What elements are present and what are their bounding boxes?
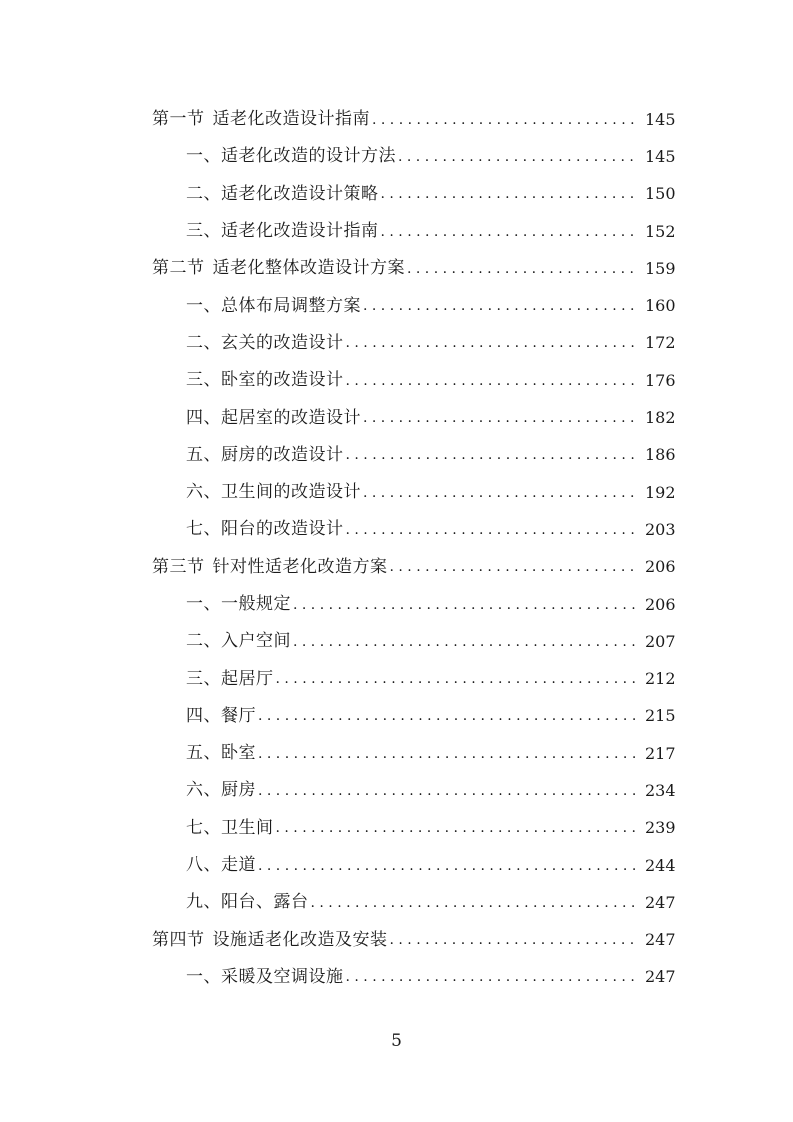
toc-dot-leader [381, 225, 640, 239]
toc-entry-label: 一、 [186, 594, 221, 614]
toc-page-number: 192 [645, 482, 676, 502]
toc-entry-text: 适老化改造设计策略 [221, 183, 379, 204]
toc-dot-leader [398, 150, 639, 164]
toc-entry-title [186, 745, 258, 762]
toc-page-number: 217 [645, 743, 676, 763]
toc-page-number: 145 [645, 146, 676, 166]
toc-page-number: 145 [645, 109, 676, 129]
toc-section-entry[interactable] [0, 549, 793, 586]
toc-dot-leader [258, 859, 639, 873]
toc-entry-title [186, 521, 346, 538]
toc-entry-title [186, 966, 346, 987]
toc-entry-title [152, 556, 390, 577]
toc-entry-text: 入户空间 [221, 631, 291, 652]
toc-entry-title [186, 444, 346, 465]
toc-page-number: 247 [645, 930, 676, 950]
toc-item-entry[interactable] [0, 437, 793, 474]
toc-dot-leader [346, 523, 640, 537]
toc-entry-text: 卧室 [221, 743, 256, 764]
toc-entry-label: 二、 [186, 332, 221, 353]
toc-item-entry[interactable] [0, 399, 793, 436]
toc-item-entry[interactable] [0, 698, 793, 735]
toc-entry-label: 第三节 [152, 556, 205, 577]
toc-item-entry[interactable] [0, 586, 793, 623]
toc-page-number: 206 [645, 557, 676, 577]
toc-entry-title [152, 260, 407, 277]
toc-page-number: 239 [645, 818, 676, 838]
toc-entry-text: 设施适老化改造及安装 [212, 929, 388, 950]
toc-entry-label: 第二节 [152, 258, 205, 279]
toc-dot-leader [293, 635, 639, 649]
toc-dot-leader [258, 784, 639, 798]
toc-section-entry[interactable] [0, 101, 793, 138]
toc-entry-text: 适老化改造的设计方法 [221, 146, 396, 167]
toc-page-number: 176 [645, 370, 676, 390]
table-of-contents [0, 101, 793, 996]
toc-entry-text: 适老化改造设计指南 [221, 221, 379, 242]
toc-entry-label: 九、 [186, 892, 221, 913]
toc-dot-leader [311, 896, 640, 910]
toc-dot-leader [381, 187, 640, 201]
toc-dot-leader [276, 672, 640, 686]
toc-page-number: 247 [645, 967, 676, 987]
toc-entry-text: 起居室的改造设计 [221, 407, 361, 428]
toc-item-entry[interactable] [0, 325, 793, 362]
toc-item-entry[interactable] [0, 847, 793, 884]
toc-entry-text: 起居厅 [221, 668, 274, 689]
toc-entry-text: 卧室的改造设计 [221, 370, 344, 391]
toc-dot-leader [258, 747, 639, 761]
toc-dot-leader [363, 411, 639, 425]
toc-entry-label: 第一节 [152, 109, 205, 130]
toc-entry-label: 第四节 [152, 929, 205, 950]
toc-item-entry[interactable] [0, 474, 793, 511]
toc-item-entry[interactable] [0, 810, 793, 847]
toc-entry-title [186, 484, 363, 501]
toc-entry-label: 一、 [186, 146, 221, 167]
toc-entry-text: 一般规定 [221, 594, 291, 614]
toc-page-number: 212 [645, 669, 676, 689]
toc-entry-title [186, 705, 258, 726]
toc-entry-title [186, 332, 346, 353]
toc-entry-label: 七、 [186, 817, 221, 838]
toc-entry-title [186, 817, 276, 838]
toc-item-entry[interactable] [0, 735, 793, 772]
toc-dot-leader [390, 560, 640, 574]
toc-page-number: 203 [645, 519, 676, 539]
toc-entry-label: 八、 [186, 855, 221, 876]
toc-page-number: 150 [645, 184, 676, 204]
toc-entry-title [152, 929, 390, 950]
toc-entry-label: 四、 [186, 705, 221, 726]
toc-item-entry[interactable] [0, 362, 793, 399]
toc-entry-title [186, 633, 293, 650]
toc-dot-leader [363, 299, 639, 313]
toc-entry-label: 一、 [186, 295, 221, 316]
toc-entry-title [186, 407, 363, 428]
toc-page-number: 160 [645, 296, 676, 316]
toc-entry-label: 二、 [186, 631, 221, 652]
toc-entry-label: 四、 [186, 407, 221, 428]
toc-page-number: 159 [645, 258, 676, 278]
toc-dot-leader [258, 709, 639, 723]
toc-entry-title [186, 596, 293, 613]
page-number: 5 [391, 1031, 402, 1051]
toc-entry-title [186, 223, 381, 240]
toc-entry-text: 采暖及空调设施 [221, 966, 344, 987]
toc-entry-title [186, 148, 398, 165]
toc-entry-label: 三、 [186, 668, 221, 689]
toc-entry-title [186, 183, 381, 204]
toc-item-entry[interactable] [0, 623, 793, 660]
toc-item-entry[interactable] [0, 511, 793, 548]
toc-page-number: 186 [645, 445, 676, 465]
toc-entry-label: 一、 [186, 966, 221, 987]
toc-section-entry[interactable] [0, 250, 793, 287]
toc-item-entry[interactable] [0, 959, 793, 996]
toc-entry-text: 厨房 [221, 780, 256, 801]
toc-entry-title [186, 295, 363, 316]
toc-dot-leader [407, 262, 639, 276]
toc-page-number: 215 [645, 706, 676, 726]
toc-dot-leader [390, 933, 640, 947]
toc-item-entry[interactable] [0, 213, 793, 250]
toc-page-number: 172 [645, 333, 676, 353]
toc-dot-leader [293, 598, 639, 612]
toc-item-entry[interactable] [0, 138, 793, 175]
toc-entry-text: 餐厅 [221, 705, 256, 726]
toc-entry-text: 适老化整体改造设计方案 [212, 258, 405, 279]
toc-entry-text: 卫生间 [221, 817, 274, 838]
toc-page-number: 152 [645, 221, 676, 241]
toc-entry-text: 厨房的改造设计 [221, 444, 344, 465]
toc-page-number: 207 [645, 631, 676, 651]
toc-page-number: 247 [645, 892, 676, 912]
toc-entry-label: 七、 [186, 519, 221, 540]
toc-dot-leader [346, 374, 640, 388]
toc-item-entry[interactable] [0, 772, 793, 809]
toc-item-entry[interactable] [0, 660, 793, 697]
toc-dot-leader [276, 821, 640, 835]
toc-page-number: 206 [645, 594, 676, 614]
toc-entry-label: 二、 [186, 183, 221, 204]
toc-page-number: 244 [645, 855, 676, 875]
toc-entry-label: 五、 [186, 743, 221, 764]
toc-dot-leader [372, 113, 639, 127]
toc-entry-text: 适老化改造设计指南 [212, 109, 370, 130]
toc-entries [0, 101, 793, 996]
toc-item-entry[interactable] [0, 884, 793, 921]
toc-entry-title [186, 894, 311, 911]
toc-entry-text: 玄关的改造设计 [221, 332, 344, 353]
toc-entry-label: 五、 [186, 444, 221, 465]
toc-page-number: 234 [645, 780, 676, 800]
toc-dot-leader [346, 970, 640, 984]
toc-dot-leader [346, 336, 640, 350]
toc-entry-title [152, 111, 372, 128]
toc-dot-leader [363, 486, 639, 500]
toc-entry-label: 三、 [186, 221, 221, 242]
toc-entry-label: 六、 [186, 780, 221, 801]
toc-section-entry[interactable] [0, 922, 793, 959]
toc-entry-label: 六、 [186, 482, 221, 503]
toc-entry-text: 卫生间的改造设计 [221, 482, 361, 503]
toc-entry-title [186, 782, 258, 799]
toc-dot-leader [346, 448, 640, 462]
toc-entry-text: 走道 [221, 855, 256, 876]
toc-entry-title [186, 857, 258, 874]
toc-item-entry[interactable] [0, 287, 793, 324]
toc-item-entry[interactable] [0, 176, 793, 213]
toc-entry-text: 阳台的改造设计 [221, 519, 344, 540]
toc-page-number: 182 [645, 408, 676, 428]
toc-entry-text: 阳台、露台 [221, 892, 309, 913]
toc-entry-label: 三、 [186, 370, 221, 391]
toc-entry-title [186, 668, 276, 689]
toc-entry-title [186, 372, 346, 389]
toc-entry-text: 针对性适老化改造方案 [212, 556, 388, 577]
toc-entry-text: 总体布局调整方案 [221, 295, 361, 316]
